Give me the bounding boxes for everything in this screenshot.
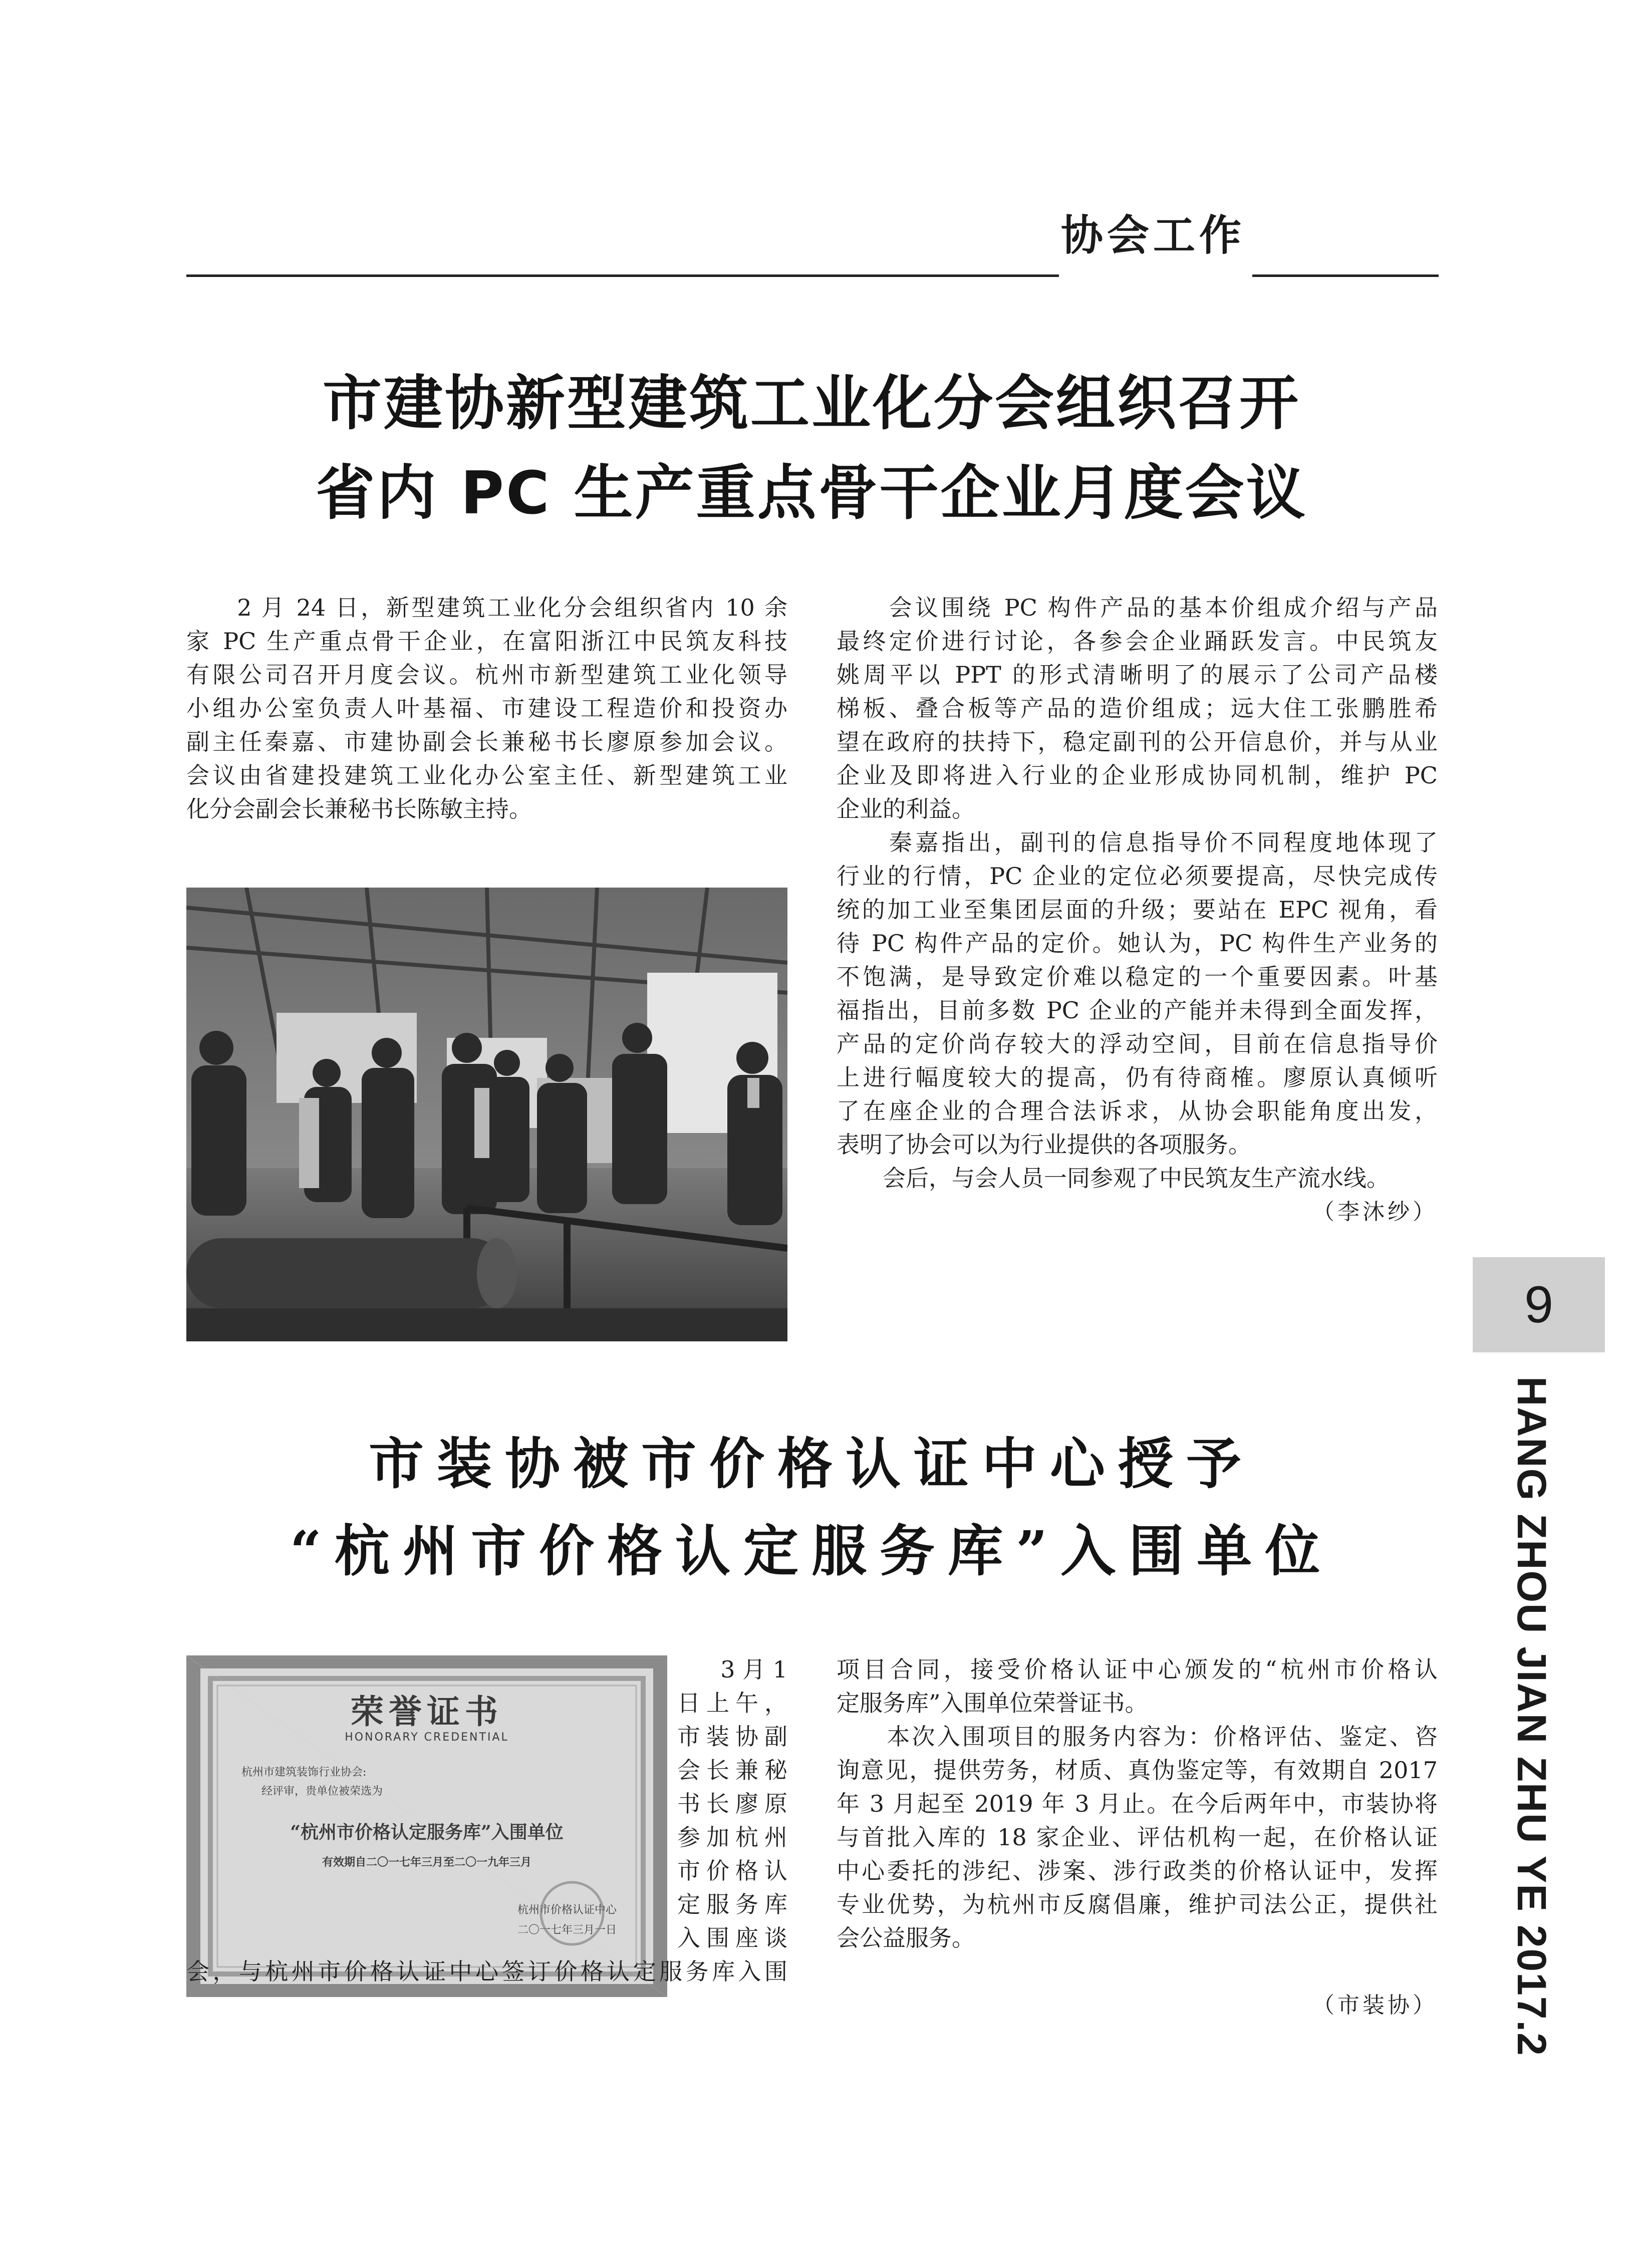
text-line: 企业的利益。 <box>837 795 975 822</box>
text-line: 会议由省建投建筑工业化办公室主任、新型建筑工业 <box>186 762 787 789</box>
text-line: 询意见，提供劳务，材质、真伪鉴定等，有效期自 2017 <box>837 1757 1438 1784</box>
article1-byline: （李沐纱） <box>1312 1199 1438 1225</box>
section-label: 协会工作 <box>1061 211 1246 260</box>
text-line: 市装协副 <box>677 1723 787 1750</box>
text-line: 本次入围项目的服务内容为：价格评估、鉴定、咨 <box>837 1723 1438 1750</box>
text-line: 梯板、叠合板等产品的造价组成；远大住工张鹏胜希 <box>837 695 1438 722</box>
text-line: 统的加工业至集团层面的升级；要站在 EPC 视角，看 <box>837 896 1438 923</box>
text-line: 会长兼秘 <box>677 1757 787 1784</box>
text-line: 上进行幅度较大的提高，仍有待商榷。廖原认真倾听 <box>837 1064 1438 1091</box>
article2-wide-line <box>186 1955 787 1989</box>
text-line: 望在政府的扶持下，稳定副刊的公开信息价，并与从业 <box>837 728 1438 755</box>
text-line: 姚周平以 PPT 的形式清晰明了的展示了公司产品楼 <box>837 661 1438 688</box>
certificate-date: 二〇一七年三月一日 <box>517 1924 617 1936</box>
text-line: 秦嘉指出，副刊的信息指导价不同程度地体现了 <box>837 829 1438 856</box>
spacer <box>837 1955 1438 1989</box>
text-line: 小组办公室负责人叶基福、市建设工程造价和投资办 <box>186 695 787 722</box>
text-line: 定服务库 <box>677 1891 787 1918</box>
text-line: 会，与杭州市价格认证中心签订价格认定服务库入围 <box>186 1958 787 1985</box>
factory-visit-photo <box>186 888 787 1341</box>
text-line: 产品的定价尚存较大的浮动空间，目前在信息指导价 <box>837 1030 1438 1057</box>
header-rule-left <box>186 274 1059 277</box>
page-number: 9 <box>1524 1275 1553 1334</box>
text-line: 书长廖原 <box>677 1790 787 1817</box>
article2-title-line-1: 市装协被市价格认证中心授予 <box>369 1432 1254 1496</box>
text-line: 2 月 24 日，新型建筑工业化分会组织省内 10 余 <box>186 594 787 621</box>
article2-byline: （市装协） <box>1312 1993 1438 2018</box>
page-number-tab <box>1473 1257 1605 1352</box>
text-line: 有限公司召开月度会议。杭州市新型建筑工业化领导 <box>186 661 787 688</box>
certificate-name: “杭州市价格认定服务库”入围单位 <box>290 1822 564 1843</box>
certificate-intro: 经评审，贵单位被荣选为 <box>261 1785 383 1798</box>
text-line: 化分会副会长兼秘书长陈敏主持。 <box>186 795 532 822</box>
text-line: 家 PC 生产重点骨干企业，在富阳浙江中民筑友科技 <box>186 628 787 655</box>
article1-left-column <box>186 591 787 826</box>
text-line: 副主任秦嘉、市建协副会长兼秘书长廖原参加会议。 <box>186 728 787 755</box>
text-line: 日上午， <box>677 1689 787 1717</box>
certificate-validity: 有效期自二〇一七年三月至二〇一九年三月 <box>322 1856 532 1869</box>
text-line: 企业及即将进入行业的企业形成协同机制，维护 PC <box>837 762 1438 789</box>
journal-name-vertical: HANG ZHOU JIAN ZHU YE 2017.2 <box>1509 1376 1554 2057</box>
text-line: 定服务库”入围单位荣誉证书。 <box>837 1689 1148 1717</box>
text-line: 中心委托的涉纪、涉案、涉行政类的价格认证中，发挥 <box>837 1857 1438 1884</box>
text-line: 专业优势，为杭州市反腐倡廉，维护司法公正，提供社 <box>837 1891 1438 1918</box>
article2-narrow-column <box>677 1653 787 1955</box>
certificate-addressee: 杭州市建筑装饰行业协会: <box>241 1766 367 1779</box>
text-line: 会议围绕 PC 构件产品的基本价组成介绍与产品 <box>837 594 1438 621</box>
certificate-subtitle: HONORARY CREDENTIAL <box>345 1731 509 1744</box>
certificate-issuer: 杭州市价格认证中心 <box>517 1904 617 1916</box>
text-line: 项目合同，接受价格认证中心颁发的“杭州市价格认 <box>837 1656 1438 1683</box>
honorary-certificate-photo <box>186 1655 667 1997</box>
header-rule-right <box>1252 274 1439 277</box>
text-line: 参加杭州 <box>677 1824 787 1851</box>
article1-title-line-2: 省内 PC 生产重点骨干企业月度会议 <box>316 458 1307 527</box>
text-line: 表明了协会可以为行业提供的各项服务。 <box>837 1131 1251 1158</box>
text-line: 待 PC 构件产品的定价。她认为，PC 构件生产业务的 <box>837 930 1438 957</box>
article1-right-column <box>837 591 1438 1229</box>
article2-right-column <box>837 1653 1438 2022</box>
text-line: 年 3 月起至 2019 年 3 月止。在今后两年中，市装协将 <box>837 1790 1438 1817</box>
text-line: 会后，与会人员一同参观了中民筑友生产流水线。 <box>837 1165 1390 1192</box>
certificate-title: 荣誉证书 <box>351 1692 503 1731</box>
article1-title-line-1: 市建协新型建筑工业化分会组织召开 <box>322 369 1300 438</box>
text-line: 与首批入库的 18 家企业、评估机构一起，在价格认证 <box>837 1824 1438 1851</box>
text-line: 行业的行情，PC 企业的定位必须要提高，尽快完成传 <box>837 863 1438 890</box>
text-line: 不饱满，是导致定价难以稳定的一个重要因素。叶基 <box>837 963 1438 990</box>
text-line: 3 月 1 <box>720 1656 787 1683</box>
text-line: 最终定价进行讨论，各参会企业踊跃发言。中民筑友 <box>837 628 1438 655</box>
text-line: 会公益服务。 <box>837 1924 975 1951</box>
text-line: 市价格认 <box>677 1857 787 1884</box>
text-line: 福指出，目前多数 PC 企业的产能并未得到全面发挥， <box>837 997 1438 1024</box>
text-line: 了在座企业的合理合法诉求，从协会职能角度出发， <box>837 1097 1438 1124</box>
article2-title-line-2: “杭州市价格认定服务库”入围单位 <box>290 1519 1333 1583</box>
text-line: 入围座谈 <box>677 1924 787 1951</box>
